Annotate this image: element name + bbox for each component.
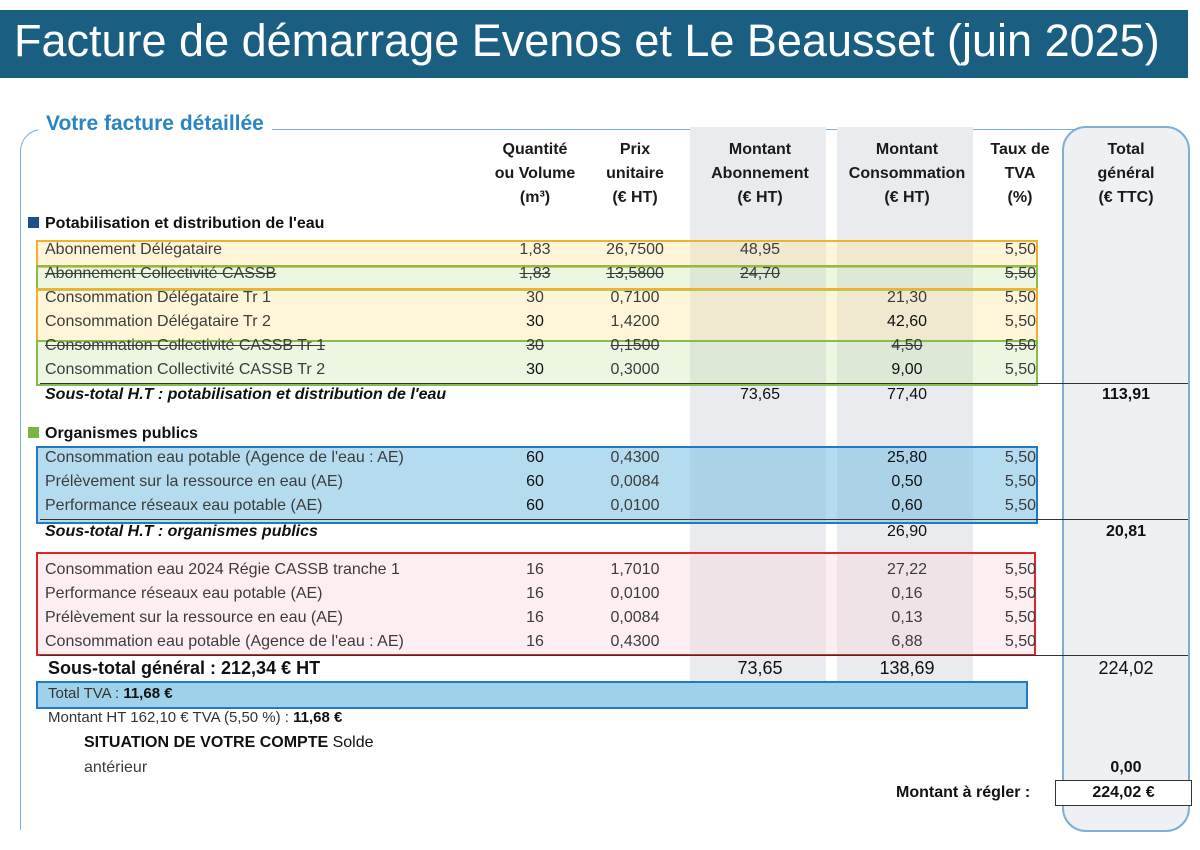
row-abonnement: 48,95 xyxy=(739,241,781,258)
row-abonnement: 24,70 xyxy=(739,265,781,282)
row-qty: 30 xyxy=(526,289,544,306)
row-label: Consommation Collectivité CASSB Tr 1 xyxy=(45,337,326,354)
row-tva: 5,50 xyxy=(1004,289,1036,306)
header-total: Total général (€ TTC) xyxy=(1097,141,1155,206)
row-conso: 9,00 xyxy=(891,361,923,378)
header-consommation: Montant Consommation (€ HT) xyxy=(848,141,966,206)
section-title: Votre facture détaillée xyxy=(38,112,272,136)
row-qty: 16 xyxy=(526,585,544,602)
general-subtotal-total: 224,02 xyxy=(1098,658,1154,678)
row-label: Consommation Délégataire Tr 1 xyxy=(45,289,271,306)
category-square-icon xyxy=(28,427,39,438)
category-organismes: Organismes publics xyxy=(28,425,198,443)
row-qty: 30 xyxy=(526,313,544,330)
page-title: Facture de démarrage Evenos et Le Beausset (juin 2025) xyxy=(14,15,1160,66)
row-price: 0,4300 xyxy=(610,449,660,466)
row-conso: 25,80 xyxy=(886,449,928,466)
row-tva: 5,50 xyxy=(1004,337,1036,354)
row-qty: 1,83 xyxy=(519,265,551,282)
subtotal-potabilisation-total: 113,91 xyxy=(1101,386,1151,403)
row-label: Performance réseaux eau potable (AE) xyxy=(45,585,323,602)
solde-anterieur-value: 0,00 xyxy=(1110,759,1142,776)
general-subtotal-abonnement: 73,65 xyxy=(737,658,783,678)
row-tva: 5,50 xyxy=(1004,633,1036,650)
row-label: Prélèvement sur la ressource en eau (AE) xyxy=(45,473,343,490)
row-label: Consommation eau potable (Agence de l'eau : AE) xyxy=(45,449,404,466)
row-qty: 60 xyxy=(526,497,544,514)
category-square-icon xyxy=(28,217,39,228)
row-label: Abonnement Délégataire xyxy=(45,241,223,258)
row-price: 1,4200 xyxy=(610,313,660,330)
row-qty: 30 xyxy=(526,361,544,378)
row-price: 0,1500 xyxy=(610,337,660,354)
row-conso: 42,60 xyxy=(886,313,928,330)
general-subtotal-label: Sous-total général : 212,34 € HT xyxy=(48,658,321,678)
montant-ht-line: Montant HT 162,10 € TVA (5,50 %) : 11,68 € xyxy=(48,709,343,726)
divider-line xyxy=(40,383,1188,384)
row-conso: 21,30 xyxy=(886,289,928,306)
row-tva: 5,50 xyxy=(1004,561,1036,578)
row-label: Consommation Collectivité CASSB Tr 2 xyxy=(45,361,326,378)
header-prix: Prix unitaire (€ HT) xyxy=(606,141,664,206)
subtotal-organismes-total: 20,81 xyxy=(1105,523,1147,540)
row-price: 1,7010 xyxy=(610,561,660,578)
row-price: 0,0100 xyxy=(610,497,660,514)
row-conso: 0,50 xyxy=(891,473,923,490)
row-tva: 5,50 xyxy=(1004,473,1036,490)
divider-line xyxy=(40,519,1188,520)
row-label: Abonnement Collectivité CASSB xyxy=(45,265,277,282)
row-label: Performance réseaux eau potable (AE) xyxy=(45,497,323,514)
row-tva: 5,50 xyxy=(1004,497,1036,514)
subtotal-organismes-conso: 26,90 xyxy=(886,523,928,540)
subtotal-potabilisation-abonnement: 73,65 xyxy=(739,386,781,403)
row-tva: 5,50 xyxy=(1004,449,1036,466)
solde-anterieur-label: antérieur xyxy=(84,759,148,776)
row-conso: 0,13 xyxy=(891,609,923,626)
row-price: 0,4300 xyxy=(610,633,660,650)
row-tva: 5,50 xyxy=(1004,585,1036,602)
montant-a-regler-value: 224,02 € xyxy=(1055,780,1192,806)
row-tva: 5,50 xyxy=(1004,265,1036,282)
row-conso: 6,88 xyxy=(891,633,923,650)
divider-line xyxy=(40,655,1188,656)
row-conso: 27,22 xyxy=(886,561,928,578)
row-tva: 5,50 xyxy=(1004,313,1036,330)
row-price: 0,0084 xyxy=(610,473,660,490)
row-price: 0,7100 xyxy=(610,289,660,306)
row-conso: 0,16 xyxy=(891,585,923,602)
highlight-tva xyxy=(36,681,1028,709)
header-quantite: Quantité ou Volume (m³) xyxy=(494,141,576,206)
title-banner xyxy=(0,10,1188,78)
row-tva: 5,50 xyxy=(1004,361,1036,378)
row-conso: 4,50 xyxy=(891,337,923,354)
row-label: Consommation eau 2024 Régie CASSB tranche 1 xyxy=(45,561,400,578)
row-price: 0,0084 xyxy=(610,609,660,626)
subtotal-potabilisation-conso: 77,40 xyxy=(886,386,928,403)
situation-compte: SITUATION DE VOTRE COMPTE Solde xyxy=(84,734,374,751)
row-tva: 5,50 xyxy=(1004,241,1036,258)
row-qty: 16 xyxy=(526,561,544,578)
row-qty: 16 xyxy=(526,633,544,650)
tva-total: Total TVA : 11,68 € xyxy=(48,685,173,702)
montant-a-regler-label: Montant à régler : xyxy=(896,784,1031,801)
row-tva: 5,50 xyxy=(1004,609,1036,626)
row-price: 26,7500 xyxy=(606,241,664,258)
row-price: 0,0100 xyxy=(610,585,660,602)
subtotal-potabilisation-label: Sous-total H.T : potabilisation et distribution de l'eau xyxy=(45,386,447,403)
row-label: Consommation eau potable (Agence de l'eau : AE) xyxy=(45,633,404,650)
category-potabilisation: Potabilisation et distribution de l'eau xyxy=(28,215,324,233)
row-conso: 0,60 xyxy=(891,497,923,514)
row-qty: 16 xyxy=(526,609,544,626)
row-qty: 60 xyxy=(526,449,544,466)
header-tva: Taux de TVA (%) xyxy=(990,141,1050,206)
subtotal-organismes-label: Sous-total H.T : organismes publics xyxy=(45,523,318,540)
general-subtotal-conso: 138,69 xyxy=(879,658,935,678)
row-qty: 1,83 xyxy=(519,241,551,258)
row-price: 0,3000 xyxy=(610,361,660,378)
row-qty: 30 xyxy=(526,337,544,354)
header-abonnement: Montant Abonnement (€ HT) xyxy=(711,141,809,206)
row-qty: 60 xyxy=(526,473,544,490)
row-label: Prélèvement sur la ressource en eau (AE) xyxy=(45,609,343,626)
total-column-shade xyxy=(1062,126,1190,832)
row-label: Consommation Délégataire Tr 2 xyxy=(45,313,271,330)
row-price: 13,5800 xyxy=(606,265,664,282)
